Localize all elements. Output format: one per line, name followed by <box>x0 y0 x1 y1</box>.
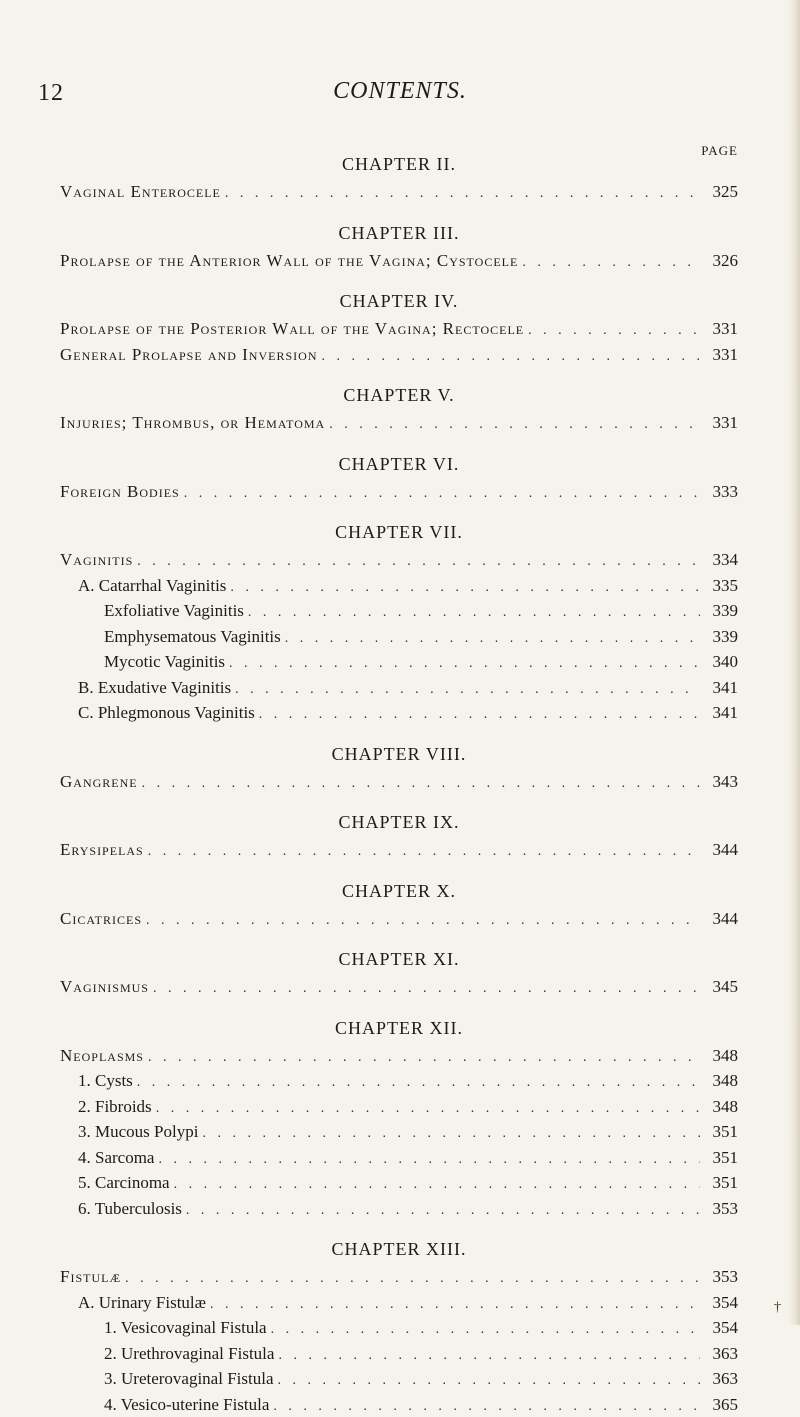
toc-entry-label: Vaginismus <box>60 974 149 1000</box>
toc-entry[interactable] <box>60 624 738 650</box>
dot-leader <box>210 1292 700 1316</box>
chapter-title: CHAPTER II. <box>60 150 738 179</box>
chapter-title: CHAPTER IV. <box>60 287 738 316</box>
toc-entry[interactable] <box>60 1068 738 1094</box>
dot-leader <box>248 600 700 624</box>
toc-entry-page: 341 <box>704 700 738 726</box>
toc-entry-label: 5. Carcinoma <box>60 1170 170 1196</box>
toc-entry-page: 325 <box>704 179 738 205</box>
chapter-title: CHAPTER III. <box>60 219 738 248</box>
toc-entry[interactable] <box>60 179 738 205</box>
toc-entry-label: 4. Sarcoma <box>60 1145 154 1171</box>
toc-entry-label: Emphysematous Vaginitis <box>60 624 281 650</box>
toc-entry[interactable] <box>60 649 738 675</box>
toc-entry-label: 1. Vesicovaginal Fistula <box>60 1315 267 1341</box>
chapter-title: CHAPTER X. <box>60 877 738 906</box>
dot-leader <box>528 318 700 342</box>
dot-leader <box>230 575 700 599</box>
toc-entry-page: 344 <box>704 837 738 863</box>
page-number: 12 <box>38 80 64 107</box>
toc-entry-label: A. Catarrhal Vaginitis <box>60 573 226 599</box>
toc-entry[interactable] <box>60 1366 738 1392</box>
page-edge <box>788 0 800 1325</box>
dot-leader <box>271 1317 700 1341</box>
toc-entry-page: 331 <box>704 410 738 436</box>
toc-entry[interactable] <box>60 479 738 505</box>
toc-entry-label: 1. Cysts <box>60 1068 133 1094</box>
table-of-contents <box>60 150 738 1417</box>
toc-entry[interactable] <box>60 1264 738 1290</box>
toc-entry-label: 3. Mucous Polypi <box>60 1119 198 1145</box>
dot-leader <box>202 1121 700 1145</box>
toc-entry[interactable] <box>60 1196 738 1222</box>
toc-entry-label: Foreign Bodies <box>60 479 180 505</box>
toc-entry-page: 333 <box>704 479 738 505</box>
toc-entry[interactable] <box>60 1119 738 1145</box>
toc-entry[interactable] <box>60 1392 738 1417</box>
toc-entry-label: Vaginal Enterocele <box>60 179 221 205</box>
dot-leader <box>278 1368 701 1392</box>
toc-entry[interactable] <box>60 316 738 342</box>
toc-entry-label: 3. Ureterovaginal Fistula <box>60 1366 274 1392</box>
toc-entry[interactable] <box>60 1170 738 1196</box>
toc-entry[interactable] <box>60 598 738 624</box>
toc-entry-page: 340 <box>704 649 738 675</box>
toc-entry-label: 2. Urethrovaginal Fistula <box>60 1341 274 1367</box>
dot-leader <box>329 412 700 436</box>
chapter-title: CHAPTER VIII. <box>60 740 738 769</box>
dot-leader <box>174 1172 700 1196</box>
dot-leader <box>148 1045 700 1069</box>
toc-entry-label: 4. Vesico-uterine Fistula <box>60 1392 269 1417</box>
toc-entry[interactable] <box>60 342 738 368</box>
toc-entry[interactable] <box>60 547 738 573</box>
chapter-title: CHAPTER V. <box>60 381 738 410</box>
chapter-title: CHAPTER VI. <box>60 450 738 479</box>
toc-entry-page: 354 <box>704 1315 738 1341</box>
toc-entry[interactable] <box>60 1094 738 1120</box>
toc-entry-page: 335 <box>704 573 738 599</box>
dot-leader <box>137 549 700 573</box>
chapter-title: CHAPTER XI. <box>60 945 738 974</box>
toc-entry[interactable] <box>60 700 738 726</box>
toc-entry-page: 331 <box>704 316 738 342</box>
toc-entry-label: Gangrene <box>60 769 138 795</box>
toc-entry-label: General Prolapse and Inversion <box>60 342 317 368</box>
toc-entry-label: Mycotic Vaginitis <box>60 649 225 675</box>
dot-leader <box>156 1096 700 1120</box>
toc-entry-page: 334 <box>704 547 738 573</box>
toc-entry[interactable] <box>60 573 738 599</box>
dot-leader <box>259 702 700 726</box>
toc-entry[interactable] <box>60 1315 738 1341</box>
toc-entry[interactable] <box>60 769 738 795</box>
toc-entry-page: 348 <box>704 1043 738 1069</box>
dot-leader <box>273 1394 700 1417</box>
toc-entry[interactable] <box>60 1043 738 1069</box>
toc-entry-page: 348 <box>704 1094 738 1120</box>
toc-entry-page: 363 <box>704 1366 738 1392</box>
toc-entry-label: Fistulæ <box>60 1264 121 1290</box>
running-head: CONTENTS. <box>0 78 800 105</box>
toc-entry-label: Cicatrices <box>60 906 142 932</box>
margin-mark-icon: † <box>774 1300 781 1316</box>
toc-entry-page: 354 <box>704 1290 738 1316</box>
toc-entry-label: Erysipelas <box>60 837 144 863</box>
toc-entry-label: Injuries; Thrombus, or Hematoma <box>60 410 325 436</box>
toc-entry-label: Prolapse of the Posterior Wall of the Vagina; Rectocele <box>60 316 524 342</box>
dot-leader <box>522 250 700 274</box>
toc-entry-page: 341 <box>704 675 738 701</box>
chapter-title: CHAPTER IX. <box>60 808 738 837</box>
toc-entry-page: 339 <box>704 598 738 624</box>
toc-entry-label: Neoplasms <box>60 1043 144 1069</box>
toc-entry-label: 6. Tuberculosis <box>60 1196 182 1222</box>
toc-entry[interactable] <box>60 248 738 274</box>
toc-entry-page: 331 <box>704 342 738 368</box>
toc-entry-page: 351 <box>704 1119 738 1145</box>
toc-entry[interactable] <box>60 675 738 701</box>
toc-entry[interactable] <box>60 1290 738 1316</box>
toc-entry[interactable] <box>60 906 738 932</box>
toc-entry-label: Vaginitis <box>60 547 133 573</box>
toc-entry[interactable] <box>60 1341 738 1367</box>
chapter-title: CHAPTER VII. <box>60 518 738 547</box>
toc-entry-page: 365 <box>704 1392 738 1417</box>
chapter-title: CHAPTER XII. <box>60 1014 738 1043</box>
toc-entry[interactable] <box>60 1145 738 1171</box>
dot-leader <box>285 626 700 650</box>
dot-leader <box>184 481 700 505</box>
toc-entry[interactable] <box>60 837 738 863</box>
toc-entry-label: B. Exudative Vaginitis <box>60 675 231 701</box>
dot-leader <box>321 344 700 368</box>
toc-entry-label: Exfoliative Vaginitis <box>60 598 244 624</box>
dot-leader <box>137 1070 700 1094</box>
dot-leader <box>142 771 700 795</box>
toc-entry-page: 351 <box>704 1170 738 1196</box>
toc-entry-page: 343 <box>704 769 738 795</box>
chapter-title: CHAPTER XIII. <box>60 1235 738 1264</box>
toc-entry-page: 353 <box>704 1264 738 1290</box>
toc-entry-label: A. Urinary Fistulæ <box>60 1290 206 1316</box>
toc-entry-label: Prolapse of the Anterior Wall of the Vagina; Cystocele <box>60 248 518 274</box>
toc-entry-label: 2. Fibroids <box>60 1094 152 1120</box>
dot-leader <box>125 1266 700 1290</box>
toc-entry-page: 344 <box>704 906 738 932</box>
page-column-label: PAGE <box>690 143 738 159</box>
dot-leader <box>225 181 700 205</box>
dot-leader <box>146 908 700 932</box>
toc-entry-page: 348 <box>704 1068 738 1094</box>
toc-entry[interactable] <box>60 410 738 436</box>
dot-leader <box>235 677 700 701</box>
toc-entry[interactable] <box>60 974 738 1000</box>
toc-entry-page: 326 <box>704 248 738 274</box>
toc-entry-page: 363 <box>704 1341 738 1367</box>
toc-entry-page: 353 <box>704 1196 738 1222</box>
dot-leader <box>148 839 700 863</box>
toc-entry-page: 351 <box>704 1145 738 1171</box>
toc-entry-label: C. Phlegmonous Vaginitis <box>60 700 255 726</box>
toc-entry-page: 339 <box>704 624 738 650</box>
dot-leader <box>186 1198 700 1222</box>
dot-leader <box>229 651 700 675</box>
dot-leader <box>153 976 700 1000</box>
toc-entry-page: 345 <box>704 974 738 1000</box>
dot-leader <box>278 1343 700 1367</box>
dot-leader <box>158 1147 700 1171</box>
